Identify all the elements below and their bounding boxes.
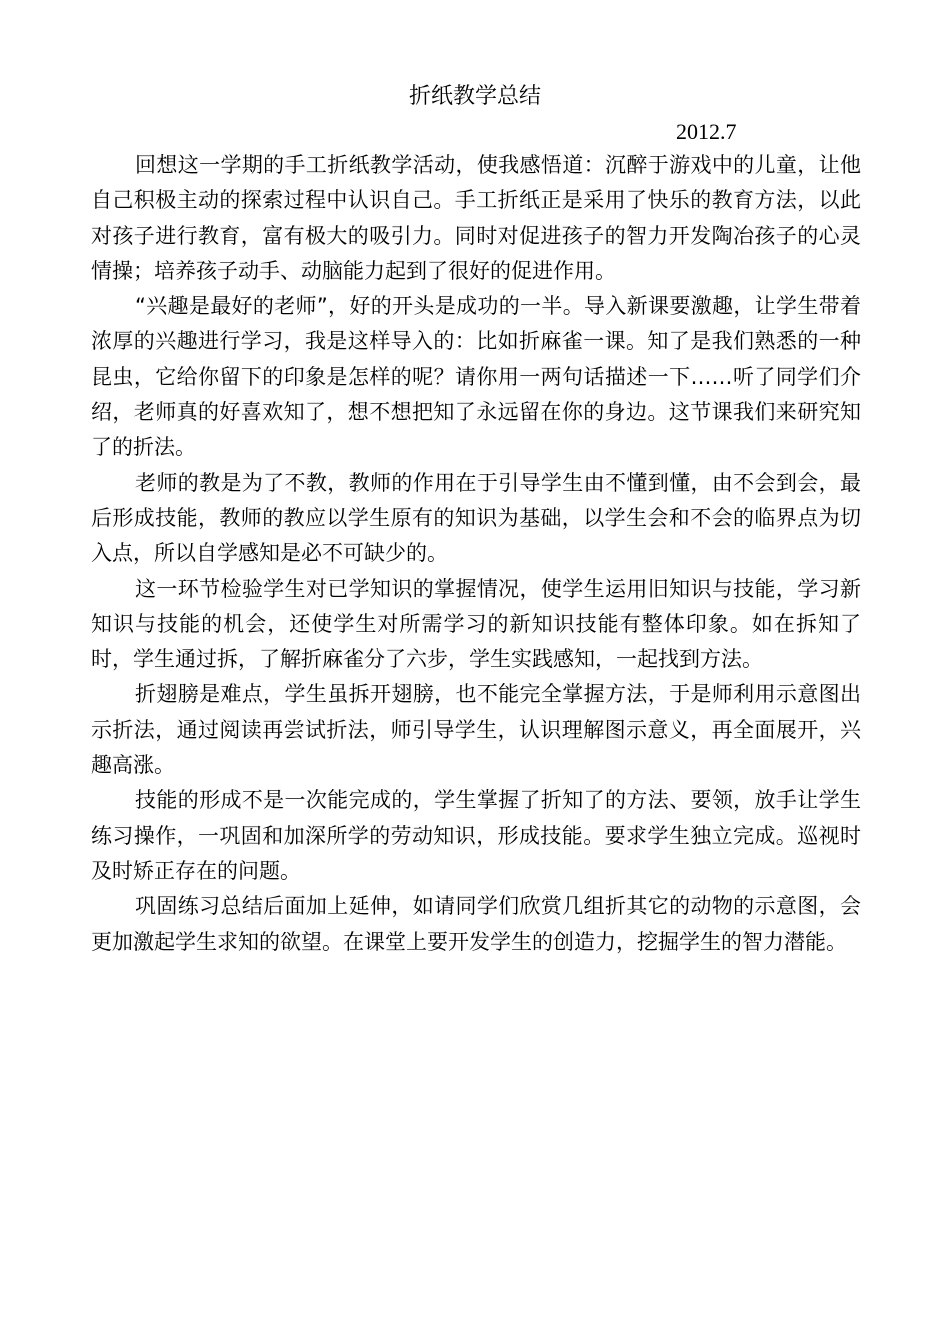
paragraph-2: “兴趣是最好的老师”，好的开头是成功的一半。导入新课要激趣，让学生带着浓厚的兴趣进行学习，我是这样导入的：比如折麻雀一课。知了是我们熟悉的一种昆虫，它给你留下的印象是怎样的呢？请你用一两句话描述一下……听了同学们介绍，老师真的好喜欢知了，想不想把知了永远留在你的身边。这节课我们来研究知了的折法。	[91, 294, 861, 460]
paragraph-4: 这一环节检验学生对已学知识的掌握情况，使学生运用旧知识与技能，学习新知识与技能的机会，还使学生对所需学习的新知识技能有整体印象。如在拆知了时，学生通过拆，了解折麻雀分了六步，学生实践感知，一起找到方法。	[91, 576, 861, 672]
document-date: 2012.7	[676, 119, 737, 144]
document-title: 折纸教学总结	[408, 84, 541, 109]
paragraph-5: 折翅膀是难点，学生虽拆开翅膀，也不能完全掌握方法，于是师利用示意图出示折法，通过阅读再尝试折法，师引导学生，认识理解图示意义，再全面展开，兴趣高涨。	[91, 682, 861, 778]
paragraph-1: 回想这一学期的手工折纸教学活动，使我感悟道：沉醉于游戏中的儿童，让他自己积极主动的探索过程中认识自己。手工折纸正是采用了快乐的教育方法，以此对孩子进行教育，富有极大的吸引力。同时对促进孩子的智力开发陶冶孩子的心灵情操；培养孩子动手、动脑能力起到了很好的促进作用。	[91, 153, 861, 283]
paragraph-6: 技能的形成不是一次能完成的，学生掌握了折知了的方法、要领，放手让学生练习操作，一巩固和加深所学的劳动知识，形成技能。要求学生独立完成。巡视时及时矫正存在的问题。	[91, 788, 861, 883]
paragraph-3: 老师的教是为了不教，教师的作用在于引导学生由不懂到懂，由不会到会，最后形成技能，教师的教应以学生原有的知识为基础，以学生会和不会的临界点为切入点，所以自学感知是必不可缺少的。	[91, 470, 861, 566]
paragraph-7: 巩固练习总结后面加上延伸，如请同学们欣赏几组折其它的动物的示意图，会更加激起学生求知的欲望。在课堂上要开发学生的创造力，挖掘学生的智力潜能。	[91, 894, 861, 954]
document-body	[91, 148, 861, 960]
